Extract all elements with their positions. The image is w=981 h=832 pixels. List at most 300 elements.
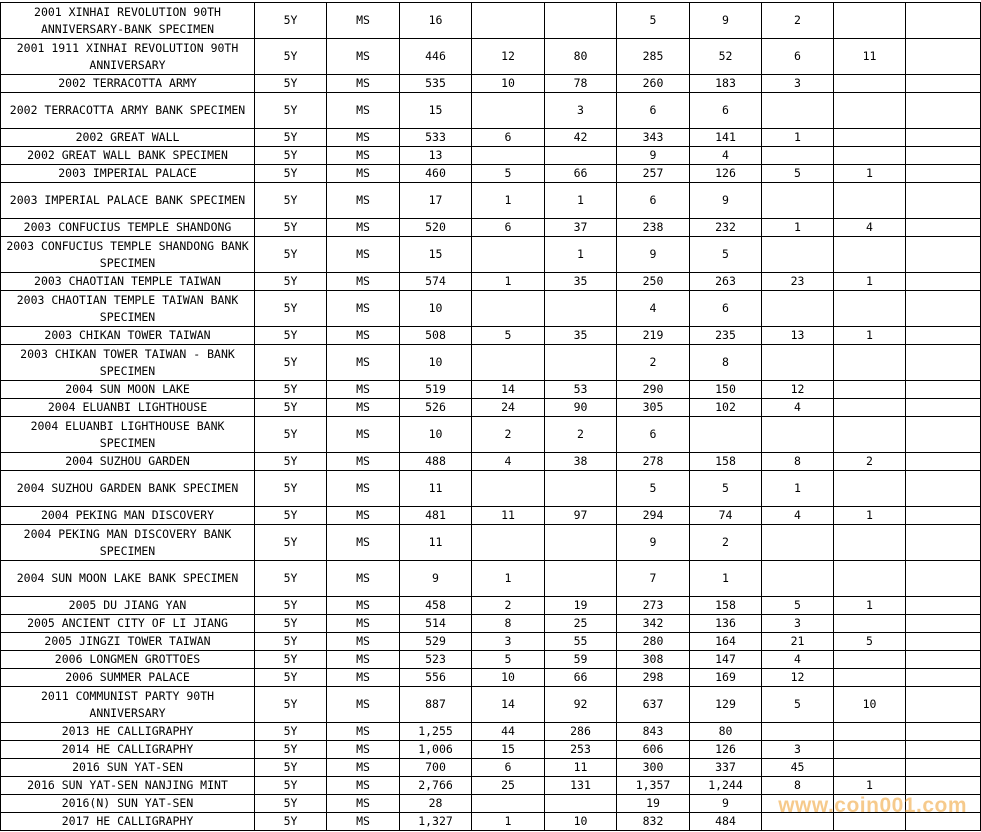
table-cell: 1: [690, 561, 762, 597]
table-cell: 1: [545, 183, 617, 219]
table-cell: 2: [472, 417, 545, 453]
table-cell: MS: [327, 615, 400, 633]
table-cell: MS: [327, 93, 400, 129]
table-cell: MS: [327, 687, 400, 723]
table-row: [1, 615, 981, 633]
table-cell: 53: [545, 381, 617, 399]
table-cell: 5Y: [255, 399, 327, 417]
table-cell: MS: [327, 75, 400, 93]
table-cell: 637: [617, 687, 690, 723]
table-cell: 2: [472, 597, 545, 615]
table-cell: 5: [617, 471, 690, 507]
table-cell: [834, 471, 906, 507]
table-cell: 7: [617, 561, 690, 597]
table-cell: 5: [472, 165, 545, 183]
table-cell: MS: [327, 651, 400, 669]
table-cell: MS: [327, 3, 400, 39]
table-cell: 1: [762, 471, 834, 507]
table-cell: 131: [545, 777, 617, 795]
table-cell: 446: [400, 39, 472, 75]
table-cell: 832: [617, 813, 690, 831]
table-cell: 1: [472, 561, 545, 597]
table-cell: 300: [617, 759, 690, 777]
table-row: [1, 183, 981, 219]
table-cell: [906, 561, 981, 597]
table-cell: MS: [327, 39, 400, 75]
table-cell: 290: [617, 381, 690, 399]
table-row: [1, 651, 981, 669]
coin-name-cell: 2003 CHAOTIAN TEMPLE TAIWAN BANK SPECIMEN: [1, 291, 255, 327]
table-cell: 1: [472, 273, 545, 291]
table-cell: [762, 183, 834, 219]
table-cell: 4: [834, 219, 906, 237]
table-cell: 5Y: [255, 687, 327, 723]
table-cell: 4: [472, 453, 545, 471]
table-cell: [906, 129, 981, 147]
table-cell: 8: [690, 345, 762, 381]
table-cell: [762, 237, 834, 273]
table-cell: 343: [617, 129, 690, 147]
table-cell: 5Y: [255, 3, 327, 39]
table-row: [1, 507, 981, 525]
table-cell: 44: [472, 723, 545, 741]
table-cell: 23: [762, 273, 834, 291]
table-cell: 16: [400, 3, 472, 39]
table-cell: 5Y: [255, 165, 327, 183]
table-cell: 6: [617, 93, 690, 129]
table-cell: 5Y: [255, 633, 327, 651]
table-cell: [472, 525, 545, 561]
table-cell: 519: [400, 381, 472, 399]
table-cell: MS: [327, 723, 400, 741]
table-cell: MS: [327, 237, 400, 273]
table-cell: MS: [327, 669, 400, 687]
grading-table: [0, 2, 981, 831]
table-cell: 6: [690, 291, 762, 327]
table-cell: 5Y: [255, 183, 327, 219]
table-row: [1, 39, 981, 75]
table-cell: [906, 93, 981, 129]
table-cell: 14: [472, 381, 545, 399]
table-cell: [545, 345, 617, 381]
table-cell: 337: [690, 759, 762, 777]
table-cell: 5Y: [255, 39, 327, 75]
table-cell: [834, 723, 906, 741]
table-cell: [472, 345, 545, 381]
table-cell: [906, 381, 981, 399]
table-cell: [472, 3, 545, 39]
table-cell: 59: [545, 651, 617, 669]
table-cell: 45: [762, 759, 834, 777]
table-cell: MS: [327, 417, 400, 453]
table-cell: 2: [617, 345, 690, 381]
table-cell: 10: [400, 417, 472, 453]
table-cell: 5Y: [255, 237, 327, 273]
table-cell: 520: [400, 219, 472, 237]
coin-name-cell: 2003 CHIKAN TOWER TAIWAN - BANK SPECIMEN: [1, 345, 255, 381]
table-cell: 342: [617, 615, 690, 633]
table-cell: 12: [762, 669, 834, 687]
table-cell: 458: [400, 597, 472, 615]
table-cell: 5Y: [255, 345, 327, 381]
coin-name-cell: 2001 XINHAI REVOLUTION 90TH ANNIVERSARY-BANK SPECIMEN: [1, 3, 255, 39]
table-cell: 253: [545, 741, 617, 759]
table-cell: 11: [472, 507, 545, 525]
table-cell: [906, 525, 981, 561]
table-cell: [906, 471, 981, 507]
table-cell: [834, 381, 906, 399]
table-cell: [834, 669, 906, 687]
table-cell: 136: [690, 615, 762, 633]
table-cell: 35: [545, 327, 617, 345]
table-cell: 5Y: [255, 129, 327, 147]
coin-name-cell: 2005 JINGZI TOWER TAIWAN: [1, 633, 255, 651]
table-cell: 5: [690, 237, 762, 273]
table-cell: 9: [400, 561, 472, 597]
table-cell: [834, 759, 906, 777]
table-cell: 5: [762, 597, 834, 615]
table-cell: MS: [327, 795, 400, 813]
table-cell: 19: [617, 795, 690, 813]
table-cell: 3: [762, 741, 834, 759]
table-row: [1, 75, 981, 93]
table-cell: 5Y: [255, 759, 327, 777]
table-cell: 5Y: [255, 813, 327, 831]
table-cell: 6: [472, 219, 545, 237]
table-cell: 10: [472, 75, 545, 93]
table-cell: 9: [617, 147, 690, 165]
table-cell: MS: [327, 525, 400, 561]
table-cell: MS: [327, 633, 400, 651]
coin-name-cell: 2002 GREAT WALL BANK SPECIMEN: [1, 147, 255, 165]
table-row: [1, 345, 981, 381]
table-cell: [762, 417, 834, 453]
table-cell: 5Y: [255, 219, 327, 237]
table-cell: [906, 183, 981, 219]
table-cell: [762, 723, 834, 741]
table-cell: [762, 147, 834, 165]
table-cell: 5: [690, 471, 762, 507]
table-cell: [906, 345, 981, 381]
table-cell: 523: [400, 651, 472, 669]
table-cell: [834, 237, 906, 273]
table-cell: 6: [617, 417, 690, 453]
table-cell: 1,327: [400, 813, 472, 831]
table-cell: MS: [327, 399, 400, 417]
table-cell: MS: [327, 147, 400, 165]
table-cell: 129: [690, 687, 762, 723]
table-cell: [834, 345, 906, 381]
table-row: [1, 777, 981, 795]
table-cell: 5Y: [255, 273, 327, 291]
table-cell: 232: [690, 219, 762, 237]
table-cell: [906, 507, 981, 525]
table-cell: 508: [400, 327, 472, 345]
table-cell: 141: [690, 129, 762, 147]
table-cell: 66: [545, 669, 617, 687]
table-cell: 5: [762, 687, 834, 723]
table-cell: 55: [545, 633, 617, 651]
table-cell: [906, 597, 981, 615]
table-cell: [834, 3, 906, 39]
table-cell: 1: [762, 219, 834, 237]
table-cell: 1: [834, 507, 906, 525]
table-row: [1, 597, 981, 615]
table-cell: [472, 471, 545, 507]
table-cell: 5Y: [255, 615, 327, 633]
table-cell: [906, 453, 981, 471]
table-cell: 2,766: [400, 777, 472, 795]
table-cell: 484: [690, 813, 762, 831]
table-row: [1, 633, 981, 651]
table-cell: 19: [545, 597, 617, 615]
coin-name-cell: 2003 CONFUCIUS TEMPLE SHANDONG BANK SPECIMEN: [1, 237, 255, 273]
table-cell: 5Y: [255, 471, 327, 507]
table-cell: 9: [617, 525, 690, 561]
coin-name-cell: 2004 SUN MOON LAKE BANK SPECIMEN: [1, 561, 255, 597]
table-cell: 8: [762, 453, 834, 471]
table-cell: [834, 525, 906, 561]
table-cell: [906, 759, 981, 777]
table-cell: 2: [762, 3, 834, 39]
table-cell: 5Y: [255, 291, 327, 327]
table-cell: 12: [762, 381, 834, 399]
coin-name-cell: 2004 PEKING MAN DISCOVERY: [1, 507, 255, 525]
table-row: [1, 327, 981, 345]
table-cell: 285: [617, 39, 690, 75]
coin-name-cell: 2002 TERRACOTTA ARMY BANK SPECIMEN: [1, 93, 255, 129]
coin-name-cell: 2005 DU JIANG YAN: [1, 597, 255, 615]
table-cell: [762, 345, 834, 381]
table-cell: 38: [545, 453, 617, 471]
table-cell: MS: [327, 471, 400, 507]
table-cell: [834, 129, 906, 147]
table-row: [1, 759, 981, 777]
table-cell: 13: [400, 147, 472, 165]
table-row: [1, 399, 981, 417]
table-cell: 298: [617, 669, 690, 687]
table-cell: [834, 75, 906, 93]
table-cell: 2: [690, 525, 762, 561]
table-cell: [906, 417, 981, 453]
table-cell: [762, 561, 834, 597]
table-cell: 3: [762, 615, 834, 633]
table-cell: 6: [690, 93, 762, 129]
table-cell: 238: [617, 219, 690, 237]
table-cell: 164: [690, 633, 762, 651]
table-cell: 10: [472, 669, 545, 687]
table-cell: 700: [400, 759, 472, 777]
coin-name-cell: 2003 CONFUCIUS TEMPLE SHANDONG: [1, 219, 255, 237]
table-cell: MS: [327, 453, 400, 471]
table-row: [1, 381, 981, 399]
table-cell: [906, 327, 981, 345]
table-cell: [472, 795, 545, 813]
table-cell: 843: [617, 723, 690, 741]
table-cell: 5Y: [255, 507, 327, 525]
table-cell: 4: [762, 399, 834, 417]
table-cell: 15: [400, 237, 472, 273]
table-cell: 250: [617, 273, 690, 291]
table-cell: 6: [472, 759, 545, 777]
table-cell: 66: [545, 165, 617, 183]
table-row: [1, 417, 981, 453]
table-cell: 5Y: [255, 93, 327, 129]
table-row: [1, 723, 981, 741]
table-cell: 3: [545, 93, 617, 129]
table-row: [1, 561, 981, 597]
coin-name-cell: 2004 ELUANBI LIGHTHOUSE: [1, 399, 255, 417]
table-cell: 5Y: [255, 597, 327, 615]
table-row: [1, 129, 981, 147]
table-cell: 10: [400, 291, 472, 327]
table-cell: MS: [327, 813, 400, 831]
table-cell: 219: [617, 327, 690, 345]
table-cell: [834, 147, 906, 165]
table-cell: 37: [545, 219, 617, 237]
table-cell: 126: [690, 165, 762, 183]
table-cell: [906, 651, 981, 669]
table-cell: [906, 147, 981, 165]
table-row: [1, 3, 981, 39]
coin-name-cell: 2003 IMPERIAL PALACE: [1, 165, 255, 183]
table-cell: 92: [545, 687, 617, 723]
table-cell: MS: [327, 129, 400, 147]
table-cell: 529: [400, 633, 472, 651]
table-cell: MS: [327, 381, 400, 399]
table-cell: 5: [762, 165, 834, 183]
table-cell: MS: [327, 759, 400, 777]
table-row: [1, 687, 981, 723]
coin-name-cell: 2002 TERRACOTTA ARMY: [1, 75, 255, 93]
table-cell: 535: [400, 75, 472, 93]
table-cell: 5Y: [255, 381, 327, 399]
table-cell: 74: [690, 507, 762, 525]
table-cell: 5Y: [255, 147, 327, 165]
table-cell: 24: [472, 399, 545, 417]
table-cell: 235: [690, 327, 762, 345]
table-cell: 35: [545, 273, 617, 291]
table-cell: 887: [400, 687, 472, 723]
table-cell: 17: [400, 183, 472, 219]
table-cell: MS: [327, 345, 400, 381]
table-row: [1, 93, 981, 129]
table-cell: 308: [617, 651, 690, 669]
table-cell: 5Y: [255, 741, 327, 759]
table-cell: 90: [545, 399, 617, 417]
coin-name-cell: 2006 SUMMER PALACE: [1, 669, 255, 687]
table-cell: MS: [327, 741, 400, 759]
table-cell: [906, 777, 981, 795]
table-row: [1, 237, 981, 273]
table-cell: 10: [545, 813, 617, 831]
table-row: [1, 669, 981, 687]
table-cell: 1: [834, 777, 906, 795]
coin-name-cell: 2001 1911 XINHAI REVOLUTION 90TH ANNIVERSARY: [1, 39, 255, 75]
table-cell: [834, 561, 906, 597]
table-cell: MS: [327, 561, 400, 597]
coin-name-cell: 2011 COMMUNIST PARTY 90TH ANNIVERSARY: [1, 687, 255, 723]
table-cell: 481: [400, 507, 472, 525]
table-cell: 11: [834, 39, 906, 75]
table-cell: [472, 147, 545, 165]
table-row: [1, 453, 981, 471]
table-cell: 460: [400, 165, 472, 183]
table-cell: [906, 237, 981, 273]
table-cell: 15: [400, 93, 472, 129]
table-cell: 158: [690, 597, 762, 615]
table-cell: 1,006: [400, 741, 472, 759]
table-cell: [472, 237, 545, 273]
table-cell: 25: [472, 777, 545, 795]
table-cell: [545, 3, 617, 39]
table-cell: 5Y: [255, 651, 327, 669]
table-cell: 8: [472, 615, 545, 633]
table-row: [1, 471, 981, 507]
table-cell: 6: [617, 183, 690, 219]
coin-name-cell: 2004 ELUANBI LIGHTHOUSE BANK SPECIMEN: [1, 417, 255, 453]
table-cell: 257: [617, 165, 690, 183]
table-cell: 556: [400, 669, 472, 687]
table-row: [1, 273, 981, 291]
table-cell: [834, 741, 906, 759]
table-cell: 9: [617, 237, 690, 273]
table-cell: 80: [545, 39, 617, 75]
table-cell: 9: [690, 795, 762, 813]
coin-name-cell: 2006 LONGMEN GROTTOES: [1, 651, 255, 669]
table-cell: 14: [472, 687, 545, 723]
table-cell: 305: [617, 399, 690, 417]
coin-name-cell: 2003 CHIKAN TOWER TAIWAN: [1, 327, 255, 345]
table-cell: 294: [617, 507, 690, 525]
table-cell: [906, 669, 981, 687]
table-cell: 1,244: [690, 777, 762, 795]
table-cell: MS: [327, 183, 400, 219]
table-cell: 10: [834, 687, 906, 723]
coin-name-cell: 2016(N) SUN YAT-SEN: [1, 795, 255, 813]
table-row: [1, 525, 981, 561]
table-cell: 183: [690, 75, 762, 93]
table-cell: 102: [690, 399, 762, 417]
table-cell: [834, 417, 906, 453]
table-cell: [834, 651, 906, 669]
table-cell: [834, 93, 906, 129]
table-cell: 11: [545, 759, 617, 777]
table-row: [1, 219, 981, 237]
table-cell: 2: [545, 417, 617, 453]
table-cell: [545, 561, 617, 597]
table-cell: 42: [545, 129, 617, 147]
table-cell: [906, 633, 981, 651]
table-cell: 5Y: [255, 417, 327, 453]
coin-name-cell: 2002 GREAT WALL: [1, 129, 255, 147]
table-cell: 260: [617, 75, 690, 93]
table-cell: [545, 147, 617, 165]
table-cell: 147: [690, 651, 762, 669]
table-cell: 574: [400, 273, 472, 291]
table-cell: 12: [472, 39, 545, 75]
table-cell: 5Y: [255, 777, 327, 795]
table-body: [1, 3, 981, 831]
coin-name-cell: 2016 SUN YAT-SEN NANJING MINT: [1, 777, 255, 795]
table-cell: 5Y: [255, 75, 327, 93]
table-cell: 21: [762, 633, 834, 651]
table-cell: [834, 399, 906, 417]
table-cell: 6: [472, 129, 545, 147]
table-cell: [906, 219, 981, 237]
table-cell: MS: [327, 273, 400, 291]
table-cell: [906, 39, 981, 75]
